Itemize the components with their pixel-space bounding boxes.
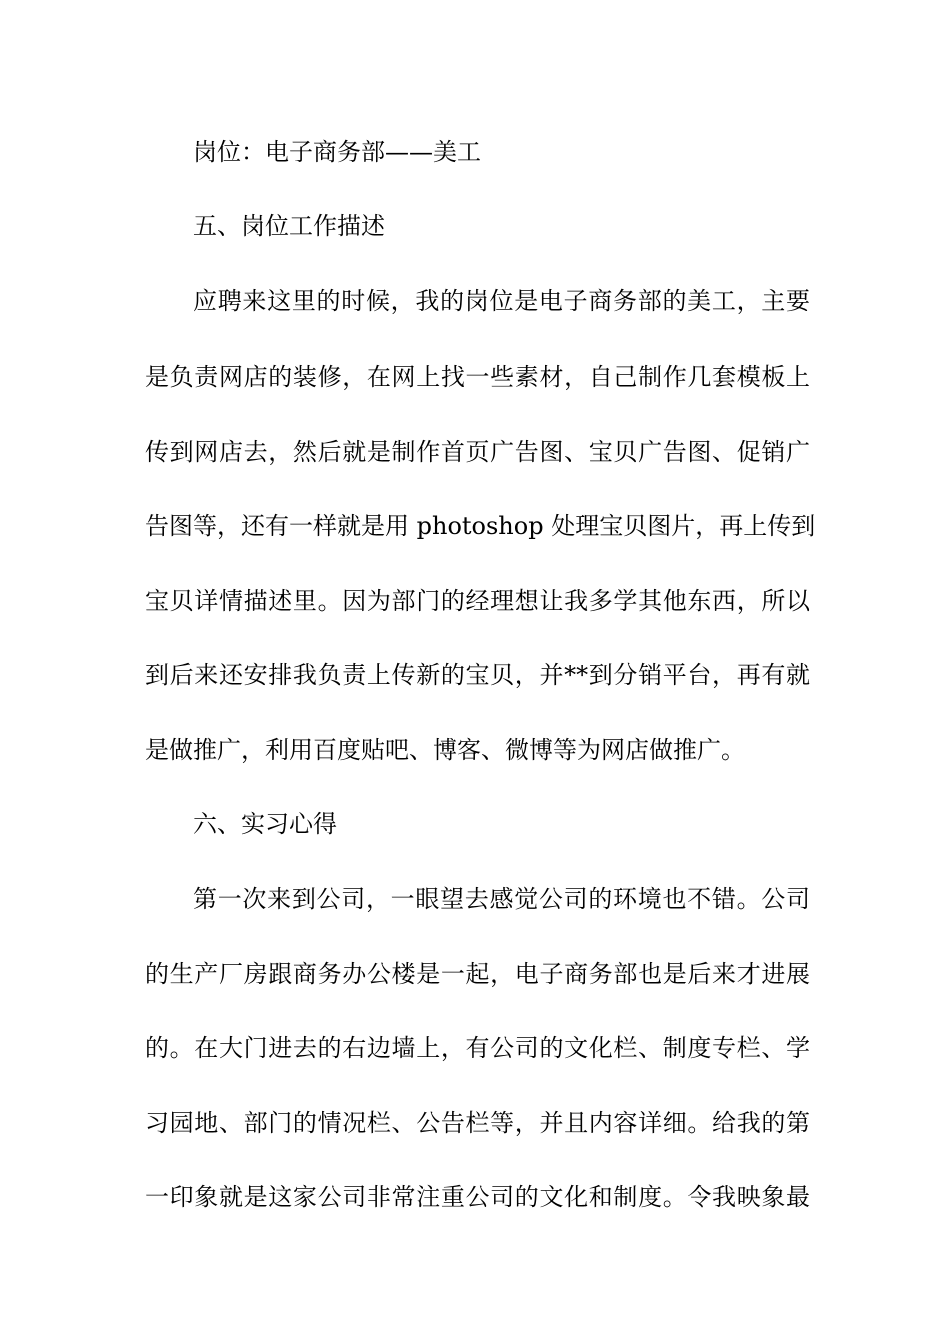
paragraph-line: 一印象就是这家公司非常注重公司的文化和制度。令我映象最 bbox=[145, 1183, 810, 1211]
paragraph-line: 的生产厂房跟商务办公楼是一起，电子商务部也是后来才进展 bbox=[145, 960, 810, 988]
paragraph-line: 告图等，还有一样就是用 photoshop 处理宝贝图片，再上传到 bbox=[145, 512, 816, 540]
section-heading: 六、实习心得 bbox=[193, 810, 337, 838]
paragraph-line: 传到网店去，然后就是制作首页广告图、宝贝广告图、促销广 bbox=[145, 438, 810, 466]
section-heading: 五、岗位工作描述 bbox=[193, 212, 385, 240]
paragraph-line: 到后来还安排我负责上传新的宝贝，并**到分销平台，再有就 bbox=[145, 661, 810, 689]
paragraph-line: 的。在大门进去的右边墙上，有公司的文化栏、制度专栏、学 bbox=[145, 1034, 810, 1062]
position-line: 岗位：电子商务部——美工 bbox=[193, 138, 481, 166]
paragraph-line: 宝贝详情描述里。因为部门的经理想让我多学其他东西，所以 bbox=[145, 587, 810, 615]
paragraph-line: 应聘来这里的时候，我的岗位是电子商务部的美工，主要 bbox=[193, 287, 810, 315]
paragraph-line: 是做推广，利用百度贴吧、博客、微博等为网店做推广。 bbox=[145, 736, 745, 764]
paragraph-line: 第一次来到公司，一眼望去感觉公司的环境也不错。公司 bbox=[193, 885, 810, 913]
paragraph-line: 是负责网店的装修，在网上找一些素材，自己制作几套模板上 bbox=[145, 363, 810, 391]
paragraph-line: 习园地、部门的情况栏、公告栏等，并且内容详细。给我的第 bbox=[145, 1109, 810, 1137]
